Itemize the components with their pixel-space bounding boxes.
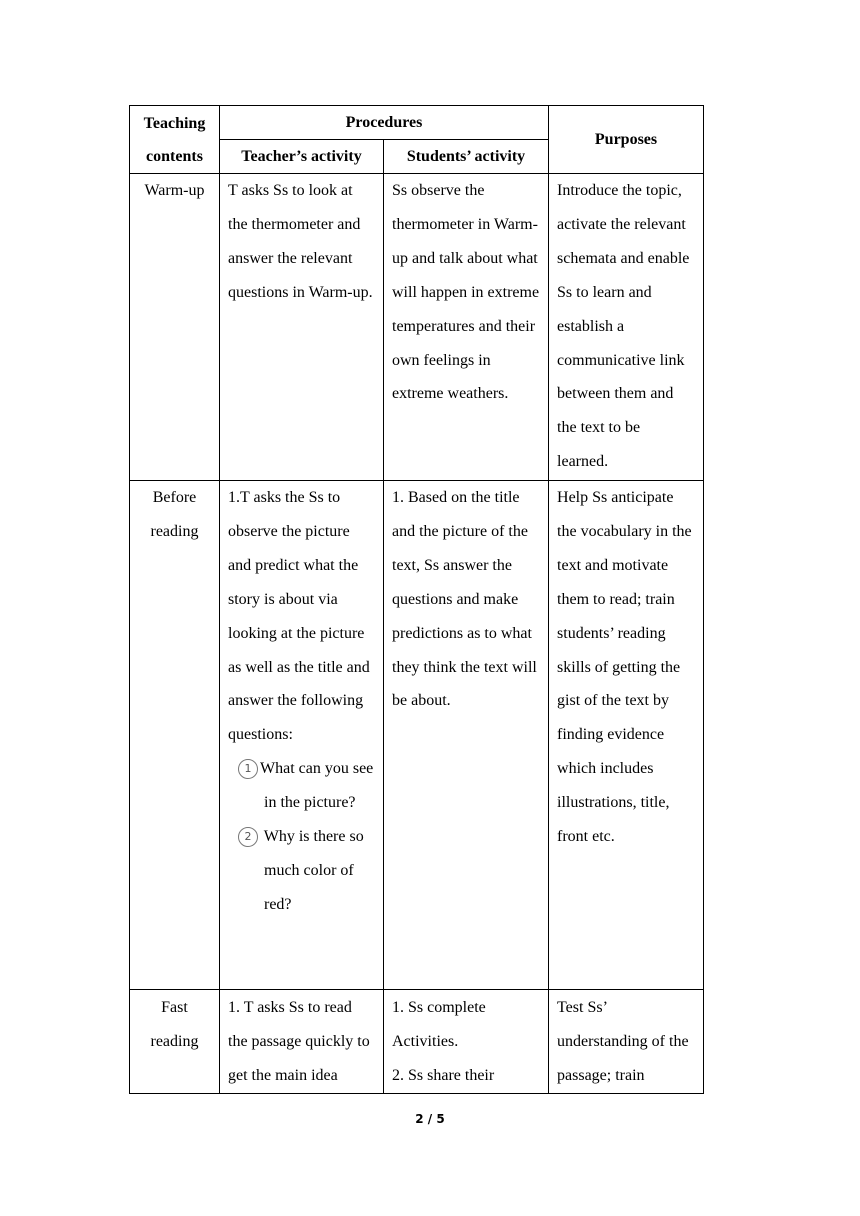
purposes-header: Purposes [549, 106, 704, 174]
students-activity-header: Students’ activity [384, 140, 549, 174]
students-activity-cell: Ss observe the thermometer in Warm-up and talk about what will happen in extreme temperatures and their own feelings in extreme weathers. [384, 174, 549, 481]
teacher-activity-header: Teacher’s activity [220, 140, 384, 174]
stage-cell: Warm-up [130, 174, 220, 481]
teacher-activity-cell: T asks Ss to look at the thermometer and answer the relevant questions in Warm-up. [220, 174, 384, 481]
teacher-activity-cell [220, 481, 384, 990]
question-text: Why is there so much color of red? [263, 828, 364, 913]
header-row-1 [130, 106, 704, 140]
stage-line2: reading [150, 522, 199, 540]
purpose-cell: Test Ss’ understanding of the passage; train [549, 990, 704, 1094]
procedures-header: Procedures [220, 106, 549, 140]
students-activity-cell: 1. Based on the title and the picture of the text, Ss answer the questions and make predictions as to what they think the text will be about. [384, 481, 549, 990]
lesson-plan-table [129, 105, 704, 1094]
teacher-intro: 1.T asks the Ss to observe the picture and predict what the story is about via looking at the picture as well as the title and answer the following questions: [228, 489, 370, 744]
stage-line1: Before [152, 489, 197, 506]
question-item [228, 752, 375, 820]
question-item [228, 820, 375, 922]
teaching-contents-header-line2: contents [146, 147, 203, 165]
teaching-contents-header-line1: Teaching [143, 114, 206, 132]
stage-line2: reading [150, 1032, 199, 1050]
table-row [130, 990, 704, 1094]
circled-number-icon: 1 [238, 759, 258, 779]
students-line1: 1. Ss complete Activities. [392, 999, 486, 1050]
purpose-cell: Introduce the topic, activate the relevant schemata and enable Ss to learn and establish a communicative link between them and the text to be learned. [549, 174, 704, 481]
students-line2: 2. Ss share their [392, 1066, 495, 1084]
circled-number-icon: 2 [238, 827, 258, 847]
teacher-activity-cell: 1. T asks Ss to read the passage quickly to get the main idea [220, 990, 384, 1094]
table-row [130, 481, 704, 990]
stage-line1: Fast [161, 999, 188, 1016]
stage-cell [130, 990, 220, 1094]
purpose-cell: Help Ss anticipate the vocabulary in the text and motivate them to read; train students’ reading skills of getting the gist of the text by finding evidence which includes illustrations, title, front etc. [549, 481, 704, 990]
students-activity-cell [384, 990, 549, 1094]
question-text: What can you see in the picture? [260, 760, 374, 812]
table-row [130, 174, 704, 481]
page-number: 2 / 5 [415, 1112, 445, 1126]
stage-cell [130, 481, 220, 990]
teaching-contents-header [130, 106, 220, 174]
